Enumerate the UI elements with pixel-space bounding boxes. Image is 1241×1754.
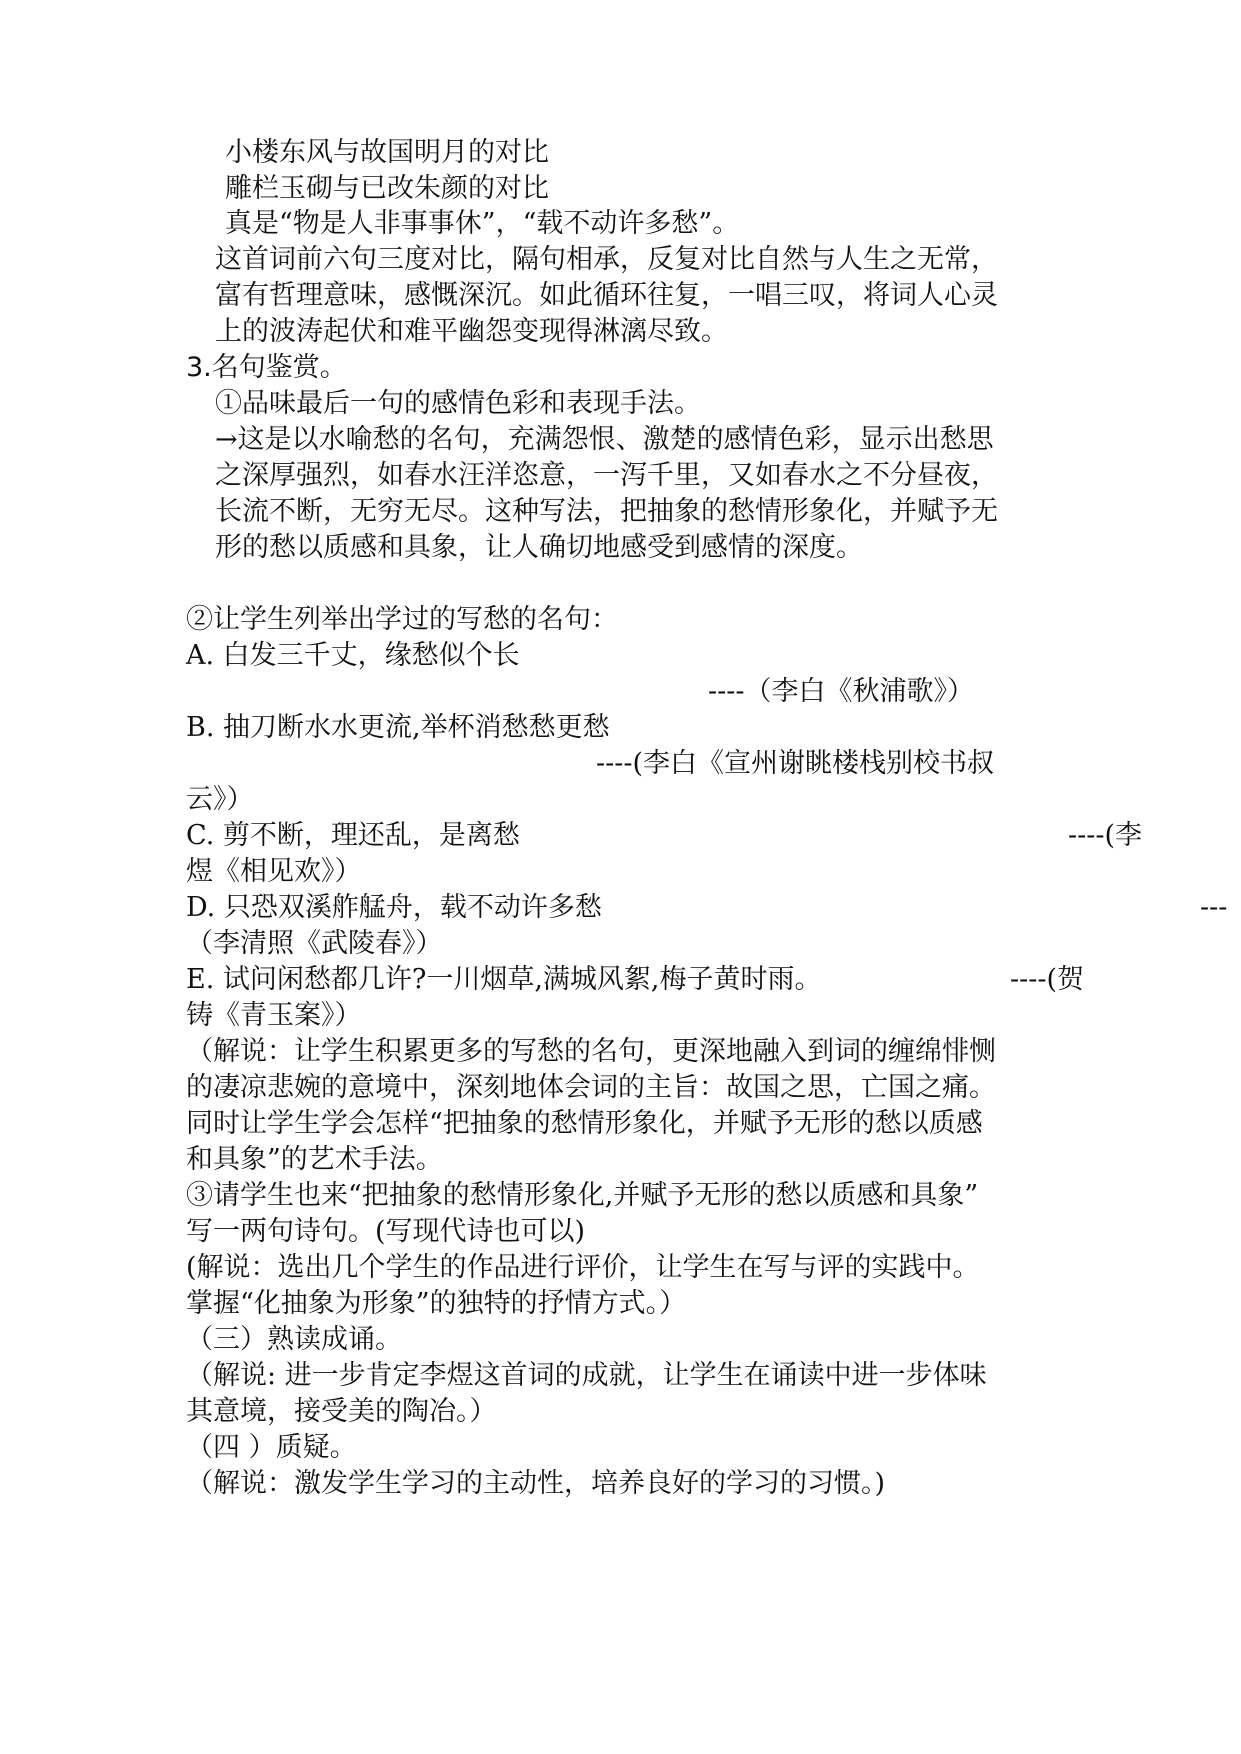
text-line: 煜《相见欢》） (186, 856, 362, 887)
text-line: 和具象”的艺术手法。 (186, 1144, 443, 1175)
text-line: --- (1200, 892, 1228, 923)
text-line: ②让学生列举出学过的写愁的名句： (186, 604, 618, 635)
text-line: （四 ）质疑。 (186, 1432, 357, 1463)
text-line: ----(李 (1068, 820, 1143, 851)
text-line: A. 白发三千丈，缘愁似个长 (186, 640, 520, 671)
text-line: ③请学生也来“把抽象的愁情形象化,并赋予无形的愁以质感和具象” (186, 1180, 979, 1211)
text-line: （解说：让学生积累更多的写愁的名句，更深地融入到词的缠绵悱恻 (186, 1036, 996, 1067)
text-line: ----（李白《秋浦歌》） (708, 676, 974, 707)
text-line: D. 只恐双溪舴艋舟，载不动许多愁 (186, 892, 602, 923)
text-line: 小楼东风与故国明月的对比 (225, 137, 549, 168)
text-line: （李清照《武陵春》） (186, 928, 443, 959)
text-line: ----(李白《宣州谢眺楼栈别校书叔 (596, 748, 995, 779)
text-line: 云》） (186, 784, 254, 815)
text-line: 写一两句诗句。(写现代诗也可以) (186, 1216, 586, 1247)
text-line: E. 试问闲愁都几许?一川烟草,满城风絮,梅子黄时雨。 (186, 964, 822, 995)
text-line: (解说：选出几个学生的作品进行评价，让学生在写与评的实践中。 (186, 1252, 980, 1283)
text-line: ①品味最后一句的感情色彩和表现手法。 (215, 388, 701, 419)
text-line: 富有哲理意味，感慨深沉。如此循环往复，一唱三叹，将词人心灵 (215, 280, 998, 311)
text-line: 同时让学生学会怎样“把抽象的愁情形象化，并赋予无形的愁以质感 (186, 1108, 983, 1139)
text-line: 之深厚强烈，如春水汪洋恣意，一泻千里，又如春水之不分昼夜， (215, 460, 998, 491)
text-line: →这是以水喻愁的名句，充满怨恨、激楚的感情色彩，显示出愁思 (215, 424, 994, 455)
text-line: 铸《青玉案》） (186, 1000, 362, 1031)
text-line: 雕栏玉砌与已改朱颜的对比 (225, 173, 549, 204)
text-line: 其意境，接受美的陶冶。） (186, 1396, 497, 1427)
text-line: （解说: 进一步肯定李煜这首词的成就，让学生在诵读中进一步体味 (186, 1360, 987, 1391)
text-line: 真是“物是人非事事休”，“载不动许多愁”。 (225, 208, 740, 239)
text-line: （三）熟读成诵。 (186, 1324, 402, 1355)
text-line: ----(贺 (1010, 964, 1085, 995)
text-line: 形的愁以质感和具象，让人确切地感受到感情的深度。 (215, 532, 863, 563)
section-heading: 3.名句鉴赏。 (186, 352, 347, 383)
text-line: C. 剪不断，理还乱，是离愁 (186, 820, 520, 851)
text-line: 长流不断，无穷无尽。这种写法，把抽象的愁情形象化，并赋予无 (215, 496, 998, 527)
text-line: B. 抽刀断水水更流,举杯消愁愁更愁 (186, 712, 610, 743)
text-line: 这首词前六句三度对比，隔句相承，反复对比自然与人生之无常， (215, 244, 998, 275)
text-line: 上的波涛起伏和难平幽怨变现得淋漓尽致。 (215, 316, 728, 347)
text-line: 的凄凉悲婉的意境中，深刻地体会词的主旨：故国之思，亡国之痛。 (186, 1072, 996, 1103)
text-line: （解说：激发学生学习的主动性，培养良好的学习的习惯。) (186, 1468, 886, 1499)
text-line: 掌握“化抽象为形象”的独特的抒情方式。） (186, 1288, 687, 1319)
